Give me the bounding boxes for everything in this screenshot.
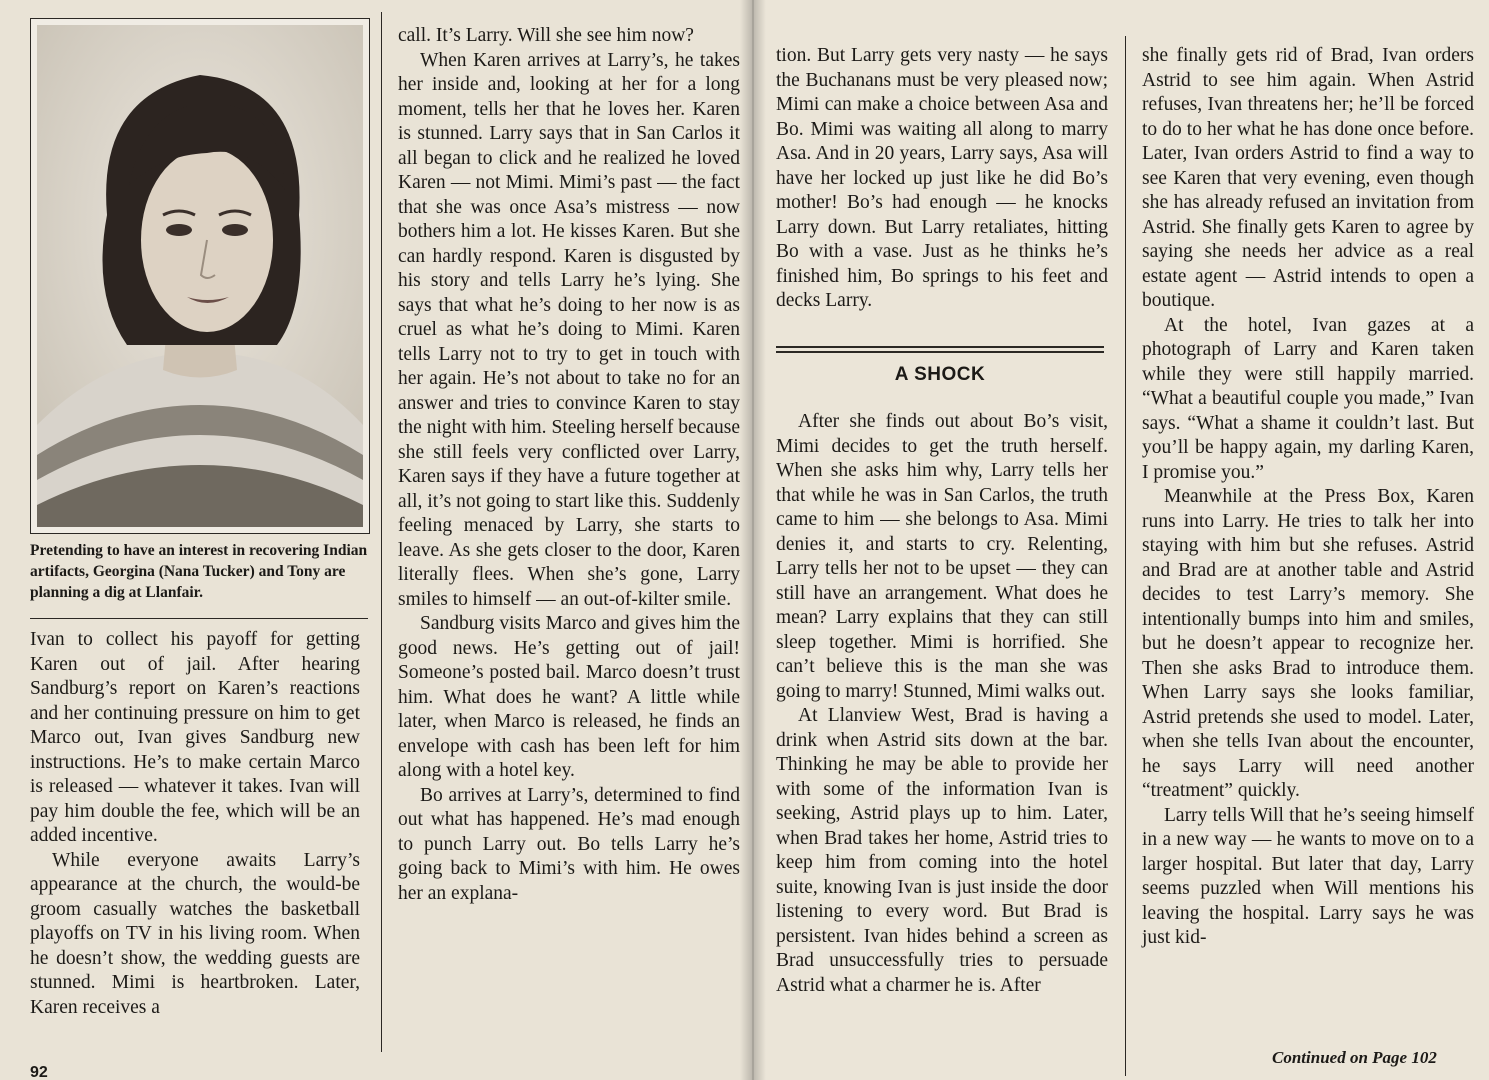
right-page bbox=[752, 0, 1489, 1080]
column-rule bbox=[1125, 36, 1126, 1076]
page-number: 92 bbox=[30, 1064, 48, 1080]
right-column-2 bbox=[1142, 44, 1474, 951]
paragraph: Meanwhile at the Press Box, Karen runs into Larry. He tries to talk her into staying with him but she refuses. Astrid and Brad are at another table and Astrid decides to test Larry’s memory. She intentionally bumps into him and smiles, but he doesn’t appear to recognize her. Then she asks Brad to introduce them. When Larry says she looks familiar, Astrid pretends she used to model. Later, when she tells Ivan about the encounter, he says Larry will need another “treatment” quickly. bbox=[1142, 486, 1474, 801]
photo-frame bbox=[30, 18, 370, 534]
continued-note: Continued on Page 102 bbox=[1272, 1048, 1437, 1067]
paragraph: tion. But Larry gets very nasty — he says the Buchanans must be very pleased now; Mimi can make a choice between Asa and Bo. Mimi was waiting all along to marry Asa. And in 20 years, Larry says, Asa will have her locked up just like he did Bo’s mother! Bo’s had enough — he knocks Larry down. But Larry retaliates, hitting Bo with a vase. Just as he thinks he’s finished him, Bo springs to his feet and decks Larry. bbox=[776, 45, 1108, 311]
page-gutter bbox=[740, 0, 766, 1080]
left-column-2 bbox=[398, 24, 740, 906]
heading-rule-top bbox=[776, 346, 1104, 348]
photo-caption: Pretending to have an interest in recovering Indian artifacts, Georgina (Nana Tucker) and Tony are planning a dig at Llanfair. bbox=[30, 542, 368, 601]
right-column-1-bottom bbox=[776, 410, 1108, 998]
paragraph: When Karen arrives at Larry’s, he takes her inside and, looking at her for a long moment, tells her that he loves her. Karen is stunned. Larry says that in San Carlos it all began to click and he realized he loved Karen — not Mimi. Mimi’s past — the fact that she was once Asa’s mistress — now bothers him a lot. He kisses Karen. But she can hardly respond. Karen is disgusted by his story and tells Larry he’s lying. She says that what he’s doing to her now is as cruel as what he’s doing to Mimi. Karen tells Larry not to try to get in touch with her again. He’s not about to take no for an answer and tries to convince Karen to stay the night with him. Steeling herself because she still feels very conflicted over Larry, Karen says if they have a future together at all, it’s not going to start like this. Suddenly feeling menaced by Larry, she starts to leave. As she gets closer to the door, Karen literally flees. When she’s gone, Larry smiles to himself — an out-of-kilter smile. bbox=[398, 49, 740, 610]
paragraph: Larry tells Will that he’s seeing himself in a new way — he wants to move on to a larger hospital. But later that day, Larry seems puzzled when Will mentions his leaving the hospital. Larry says he was just kid- bbox=[1142, 804, 1474, 948]
paragraph: Sandburg visits Marco and gives him the good news. He’s getting out of jail! Someone’s posted bail. Marco doesn’t trust him. What does he want? A little while later, when Marco is released, he finds an envelope with cash has been left for him along with a hotel key. bbox=[398, 613, 740, 781]
heading-rule-top-2 bbox=[776, 351, 1104, 353]
paragraph: At Llanview West, Brad is having a drink when Astrid sits down at the bar. Thinking he may be able to provide her with some of the information Ivan is seeking, Astrid plays up to him. Later, when Brad takes her home, Astrid tries to keep him from coming into the hotel suite, knowing Ivan is just inside the door listening to every word. But Brad is persistent. Ivan hides behind a screen as Brad unsuccessfully tries to persuade Astrid what a charmer he is. After bbox=[776, 705, 1108, 996]
paragraph: she finally gets rid of Brad, Ivan orders Astrid to see him again. When Astrid refuses, Ivan threatens her; he’ll be forced to do to her what he has done once before. Later, Ivan orders Astrid to find a way to see Karen that very evening, even though she has already refused an invitation from Astrid. She finally gets Karen to agree by saying she needs her advice as a real estate agent — Astrid intends to open a boutique. bbox=[1142, 45, 1474, 311]
caption-rule bbox=[30, 618, 368, 619]
paragraph: At the hotel, Ivan gazes at a photograph of Larry and Karen taken while they were still happily married. “What a beautiful couple you made,” Ivan says. “What a shame it couldn’t last. But you’ll be happy again, my darling Karen, I promise you.” bbox=[1142, 314, 1474, 483]
column-rule bbox=[381, 12, 382, 1052]
paragraph: While everyone awaits Larry’s appearance at the church, the would-be groom casually watches the basketball playoffs on TV in his living room. When he doesn’t show, the wedding guests are stunned. Mimi is heartbroken. Later, Karen receives a bbox=[30, 849, 360, 1018]
paragraph: After she finds out about Bo’s visit, Mimi decides to get the truth herself. When she asks him why, Larry tells her that while he was in San Carlos, the truth came to him — she belongs to Asa. Mimi denies it, and starts to cry. Relenting, Larry tells her not to be upset — they can still have an arrangement. What does he mean? Larry explains that they can still sleep together. Mimi is horrified. She can’t believe this is the man she was going to marry! Stunned, Mimi walks out. bbox=[776, 411, 1108, 702]
portrait-photo bbox=[37, 25, 363, 527]
paragraph: Ivan to collect his payoff for getting Karen out of jail. After hearing Sandburg’s report on Karen’s reactions and her continuing pressure on him to get Marco out, Ivan gives Sandburg new instructions. He’s to make certain Marco is released — whatever it takes. Ivan will pay him double the fee, which will be an added incentive. bbox=[30, 629, 360, 846]
paragraph: call. It’s Larry. Will she see him now? bbox=[398, 25, 694, 46]
paragraph: Bo arrives at Larry’s, determined to find out what has happened. He’s mad enough to punch Larry out. Bo tells Larry he’s going back to Mimi’s with him. He owes her an explana- bbox=[398, 784, 740, 904]
section-heading bbox=[776, 346, 1104, 402]
section-title: A SHOCK bbox=[894, 364, 986, 385]
left-column-1 bbox=[30, 628, 360, 1020]
right-column-1-top bbox=[776, 44, 1108, 314]
portrait-illustration bbox=[37, 25, 363, 527]
